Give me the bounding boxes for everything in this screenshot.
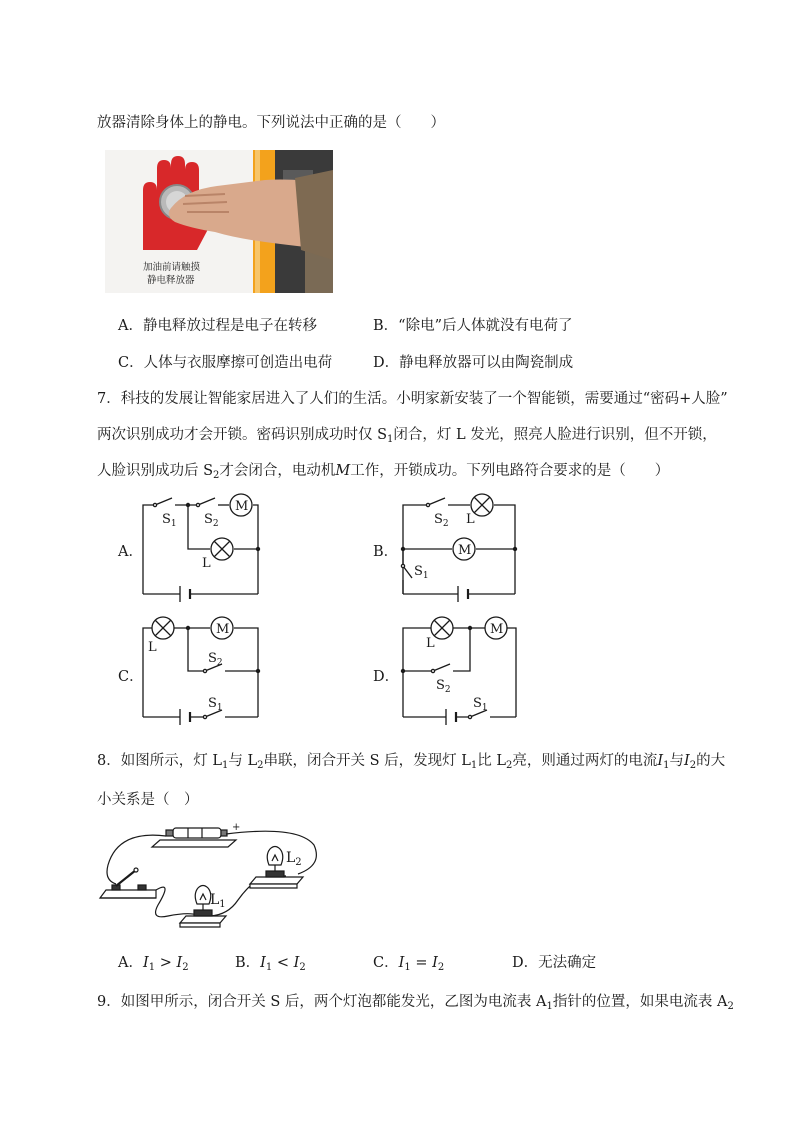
- motor-label: M: [235, 499, 249, 514]
- motor-label: M: [458, 543, 472, 558]
- motor-label: M: [216, 622, 230, 637]
- q8-stem-line1: 8．如图所示，灯 $L_1$与 $L_2$串联，闭合开关 S 后，发现灯 $L_1$比 $L_2$亮，则通过两灯的电流$I_1$与$I_2$的大: [97, 753, 726, 771]
- q6-option-b[interactable]: B．“除电”后人体就没有电荷了: [373, 318, 573, 334]
- l1-label: $L_1$: [210, 892, 226, 910]
- q6-option-c[interactable]: C．人体与衣服摩擦可创造出电荷: [118, 355, 333, 371]
- q6-option-a[interactable]: A．静电释放过程是电子在转移: [118, 318, 317, 334]
- circuit-diagram-c: [140, 615, 265, 725]
- switch-s2-label: $S_2$: [434, 512, 449, 529]
- q6-stem-tail: 放器清除身体上的静电。下列说法中正确的是（ ）: [97, 115, 445, 131]
- static-discharger-photo: [105, 150, 333, 293]
- q7-option-a[interactable]: A．: [118, 544, 143, 560]
- q6-option-d[interactable]: D．静电释放器可以由陶瓷制成: [373, 355, 574, 371]
- circuit-diagram-d: [398, 615, 523, 725]
- l2-label: $L_2$: [286, 850, 302, 868]
- lamp-label: L: [426, 636, 435, 651]
- battery-plus-label: +: [232, 822, 241, 833]
- lamp-label: L: [148, 640, 157, 655]
- q8-option-a[interactable]: A．$I_1 > I_2$: [118, 955, 189, 973]
- switch-s1-label: $S_1$: [208, 696, 223, 713]
- switch-s2-label: $S_2$: [208, 651, 223, 668]
- lamp-label: L: [202, 556, 211, 571]
- q9-stem-line1: 9．如图甲所示，闭合开关 S 后，两个灯泡都能发光，乙图为电流表 $A_1$指针的位置，如果电流表 $A_2$: [97, 994, 734, 1012]
- q7-option-c[interactable]: C．: [118, 669, 144, 685]
- q7-stem-line3: 人脸识别成功后 $S_2$才会闭合，电动机M工作，开锁成功。下列电路符合要求的是（ ）: [97, 463, 670, 481]
- q7-option-d[interactable]: D．: [373, 669, 400, 685]
- q7-option-b[interactable]: B．: [373, 544, 399, 560]
- q7-stem-line2: 两次识别成功才会开锁。密码识别成功时仅 $S_1$闭合，灯 L 发光，照亮人脸进行识别，但不开锁，: [97, 427, 717, 445]
- switch-s2-label: $S_2$: [204, 512, 219, 529]
- switch-s1-label: $S_1$: [414, 564, 429, 581]
- photo-caption-1: 加油前请触摸: [143, 262, 201, 273]
- q8-option-d[interactable]: D．无法确定: [512, 955, 597, 971]
- q8-option-b[interactable]: B．$I_1 < I_2$: [235, 955, 306, 973]
- circuit-diagram-a: [140, 490, 265, 605]
- q8-stem-line2: 小关系是（ ）: [97, 792, 199, 808]
- photo-caption-2: 静电释放器: [147, 275, 195, 286]
- q8-option-c[interactable]: C．$I_1 = I_2$: [373, 955, 445, 973]
- switch-s1-label: $S_1$: [473, 696, 488, 713]
- circuit-diagram-b: [398, 490, 523, 605]
- series-circuit-figure: [98, 820, 323, 935]
- motor-label: M: [490, 622, 504, 637]
- q7-stem-line1: 7．科技的发展让智能家居进入了人们的生活。小明家新安装了一个智能锁，需要通过“密码+人脸”: [97, 391, 728, 407]
- lamp-label: L: [466, 512, 475, 527]
- switch-s2-label: $S_2$: [436, 678, 451, 695]
- switch-s1-label: $S_1$: [162, 512, 177, 529]
